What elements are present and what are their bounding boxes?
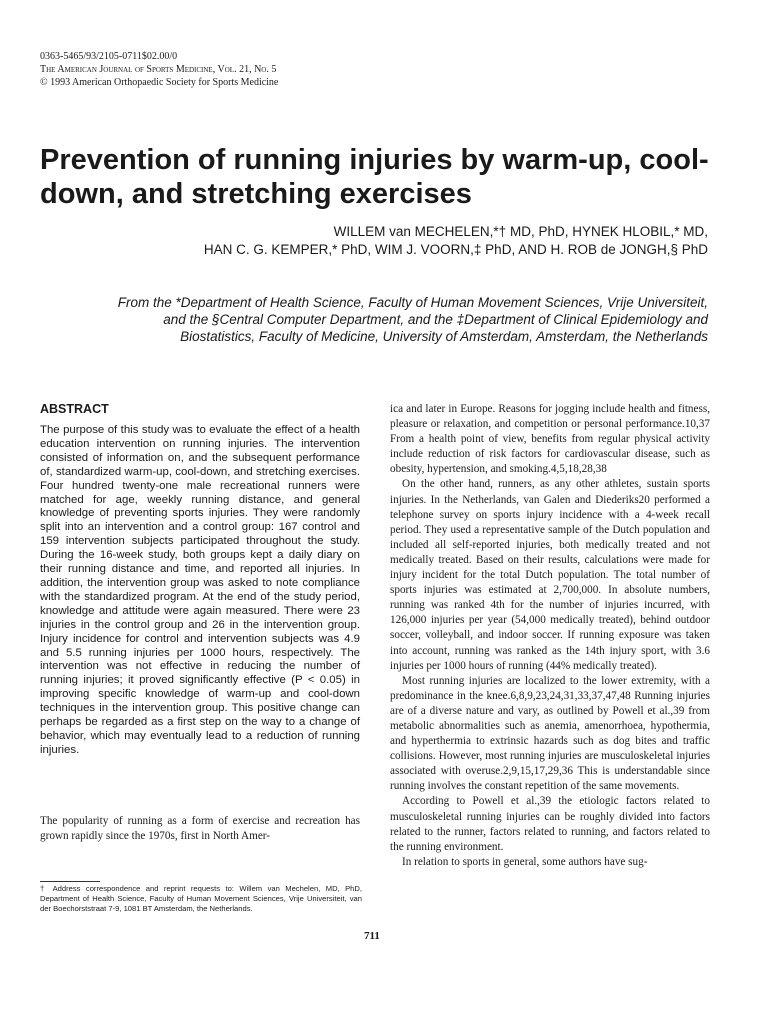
correspondence-footnote: † Address correspondence and reprint requests to: Willem van Mechelen, MD, PhD, Department of Health Science, Faculty of Human Movement Sciences, Vrije Universiteit, van der Boechorststraat 7-9, 1081 BT Amsterdam, the Netherlands.	[40, 884, 362, 914]
author-line-2: HAN C. G. KEMPER,* PhD, WIM J. VOORN,‡ PhD, AND H. ROB de JONGH,§ PhD	[203, 242, 708, 257]
affiliation: From the *Department of Health Science, Faculty of Human Movement Sciences, Vrije Universiteit, and the §Central Computer Department, and the ‡Department of Clinical Epidemiology and Biostatistics, Faculty of Medicine, University of Amsterdam, Amsterdam, the Netherlands	[117, 295, 708, 344]
paragraph: In relation to sports in general, some authors have sug-	[402, 855, 648, 868]
copyright-line: © 1993 American Orthopaedic Society for Sports Medicine	[40, 77, 279, 88]
article-title: Prevention of running injuries by warm-up, cool-down, and stretching exercises	[40, 144, 709, 210]
abstract-heading: ABSTRACT	[40, 402, 109, 416]
author-list	[48, 223, 708, 259]
page-number: 711	[364, 930, 380, 942]
paragraph: Most running injuries are localized to the lower extremity, with a predominance in the knee.6,8,9,23,24,31,33,37,47,48 Running injuries are of a diverse nature and vary, as outlined by Powell et al.,39 from metabolic abnormalities such as anemia, amenorrhoea, hypothermia, and hyperthermia to extrinsic hazards such as dog bites and traffic collisions. However, most running injuries are musculoskeletal injuries associated with overuse.2,9,15,17,29,36 This is understandable since running involves the constant repetition of the same movements.	[390, 674, 710, 793]
left-column	[40, 402, 360, 844]
paragraph: On the other hand, runners, as any other athletes, sustain sports injuries. In the Netherlands, van Galen and Diederiks20 performed a telephone survey on sports injury incidence with a 4-week recall period. They used a representative sample of the Dutch population and included all self-reported injuries, both medically treated and not medically treated. Based on their results, calculations were made for injury incident for the total Dutch population. The total number of sports injuries was estimated at 2,700,000. In absolute numbers, running was ranked 4th for the number of injuries incurred, with 126,000 injuries per year (54,000 medically treated), behind outdoor soccer, volleyball, and indoor soccer. If running exposure was taken into account, running was ranked as the 14th injury sport, with 3.6 injuries per 1000 hours of running (44% medically treated).	[390, 478, 710, 672]
article-code: 0363-5465/93/2105-0711$02.00/0	[40, 51, 178, 62]
paragraph: ica and later in Europe. Reasons for jogging include health and fitness, pleasure or relaxation, and competition or personal performance.10,37 From a health point of view, benefits from regular physical activity include reduction of risk factors for cardiovascular disease, such as obesity, hypertension, and smoking.4,5,18,28,38	[390, 403, 710, 476]
introduction-start: The popularity of running as a form of exercise and recreation has grown rapidly since the 1970s, first in North Amer-	[40, 814, 360, 842]
paragraph: According to Powell et al.,39 the etiologic factors related to musculoskeletal running injuries can be roughly divided into factors related to the runner, factors related to running, and factors related to the running environment.	[390, 795, 710, 853]
journal-header	[40, 50, 278, 89]
journal-citation: The American Journal of Sports Medicine, Vol. 21, No. 5	[40, 64, 277, 75]
author-line-1: WILLEM van MECHELEN,*† MD, PhD, HYNEK HLOBIL,* MD,	[333, 224, 708, 239]
footnote-divider	[40, 881, 100, 882]
right-column	[390, 402, 710, 870]
abstract-text: The purpose of this study was to evaluate the effect of a health education intervention on running injuries. The intervention consisted of information on, and the subsequent performance of, standardized warm-up, cool-down, and stretching exercises. Four hundred twenty-one male recreational runners were matched for age, weekly running distance, and general knowledge of preventing sports injuries. They were randomly split into an intervention and a control group: 167 control and 159 intervention subjects participated throughout the study. During the 16-week study, both groups kept a daily diary on their running distance and time, and reported all injuries. In addition, the intervention group was asked to note compliance with the standardized program. At the end of the study period, knowledge and attitude were again measured. There were 23 injuries in the control group and 26 in the intervention group. Injury incidence for control and intervention subjects was 4.9 and 5.5 running injuries per 1000 hours, respectively. The intervention was not effective in reducing the number of running injuries; it proved significantly effective (P < 0.05) in improving specific knowledge of warm-up and cool-down techniques in the intervention group. This positive change can perhaps be regarded as a first step on the way to a change of behavior, which may eventually lead to a reduction of running injuries.	[40, 424, 360, 756]
